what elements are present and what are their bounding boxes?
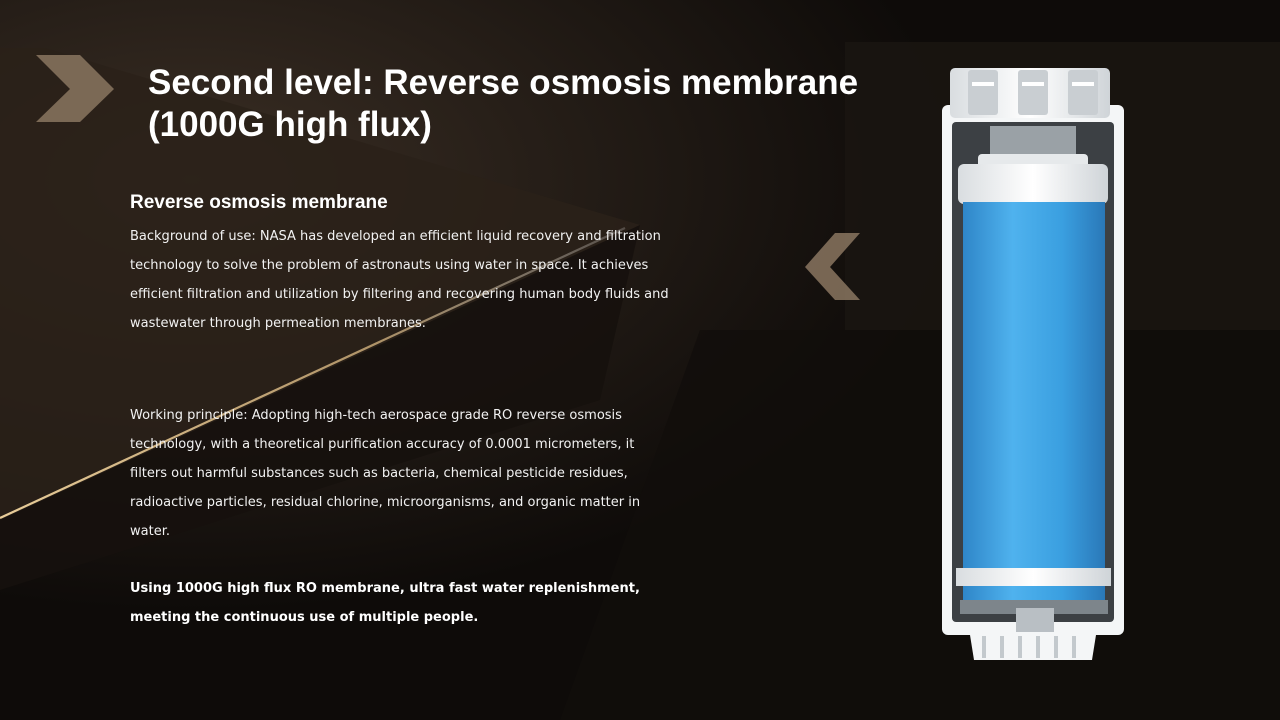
ro-membrane-filter-image [930,60,1135,670]
section-heading: Reverse osmosis membrane [130,192,388,213]
background-paragraph: Background of use: NASA has developed an efficient liquid recovery and filtration technology to solve the problem of astronauts using water in space. It achieves efficient filtration and utilization by filtering and recovering human body fluids and wastewater through permeation membranes. [130,229,669,331]
highlight-paragraph: Using 1000G high flux RO membrane, ultra fast water replenishment, meeting the continuous use of multiple people. [130,581,640,625]
principle-paragraph: Working principle: Adopting high-tech aerospace grade RO reverse osmosis technology, with a theoretical purification accuracy of 0.0001 micrometers, it filters out harmful substances such as bacteria, chemical pesticide residues, radioactive particles, residual chlorine, microorganisms, and organic matter in water. [130,408,641,539]
slide-title: Second level: Reverse osmosis membrane (1000G high flux) [148,63,859,144]
